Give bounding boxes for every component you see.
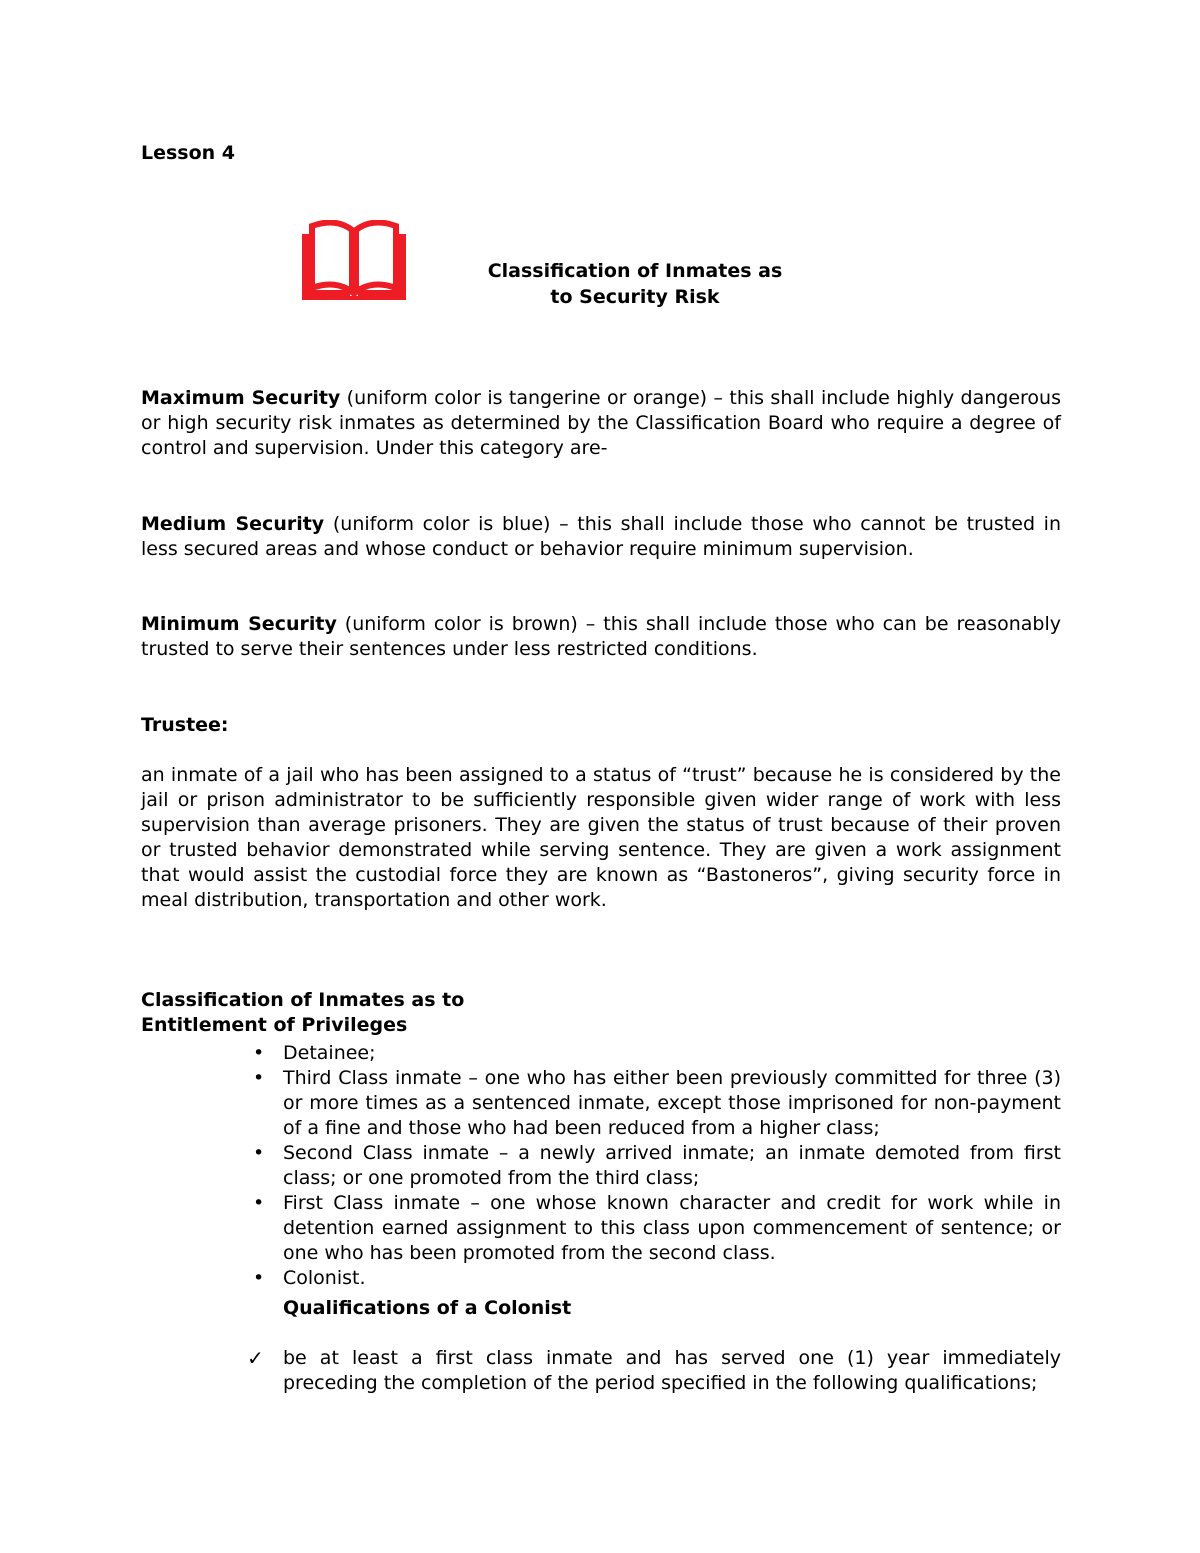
medium-security-text: (uniform color is blue) – this shall include those who cannot be trusted in less secured areas and whose conduct or behavior require minimum supervision. xyxy=(141,513,1061,560)
medium-security-term: Medium Security xyxy=(141,513,325,535)
medium-security-paragraph xyxy=(141,512,1061,562)
bullet-icon: • xyxy=(253,1067,265,1089)
list-item-text: Colonist. xyxy=(283,1267,366,1289)
bullet-icon: • xyxy=(253,1142,265,1164)
list-item-text: Detainee; xyxy=(283,1042,376,1064)
minimum-security-paragraph xyxy=(141,612,1061,662)
bullet-icon: • xyxy=(253,1042,265,1064)
privileges-heading-line-1: Classification of Inmates as to xyxy=(141,989,465,1011)
list-item-text: Second Class inmate – a newly arrived inmate; an inmate demoted from first class; or one promoted from the third class; xyxy=(283,1142,1061,1189)
bullet-icon: • xyxy=(253,1192,265,1214)
list-item xyxy=(141,1266,1061,1291)
bullet-icon: • xyxy=(253,1267,265,1289)
colonist-qualifications-heading: Qualifications of a Colonist xyxy=(283,1297,572,1319)
minimum-security-term: Minimum Security xyxy=(141,613,337,635)
colonist-qualification-text: be at least a first class inmate and has served one (1) year immediately preceding the completion of the period specified in the following qualifications; xyxy=(283,1347,1061,1394)
title-line-1: Classification of Inmates as xyxy=(487,260,783,282)
list-item xyxy=(141,1141,1061,1191)
privileges-list xyxy=(141,1041,1061,1291)
maximum-security-term: Maximum Security xyxy=(141,387,341,409)
lesson-label: Lesson 4 xyxy=(141,142,236,164)
title-line-2: to Security Risk xyxy=(550,286,720,308)
checkmark-icon: ✓ xyxy=(247,1346,264,1370)
minimum-security-text: (uniform color is brown) – this shall include those who can be reasonably trusted to serve their sentences under less restricted conditions. xyxy=(141,613,1062,660)
trustee-paragraph: an inmate of a jail who has been assigned to a status of “trust” because he is considered by the jail or prison administrator to be sufficiently responsible given wider range of work with less supervision than average prisoners. They are given the status of trust because of their proven or trusted behavior demonstrated while serving sentence. They are given a work assignment that would assist the custodial force they are known as “Bastoneros”, giving security force in meal distribution, transportation and other work. xyxy=(141,764,1061,911)
colonist-qualification-item xyxy=(141,1346,1061,1396)
maximum-security-text: (uniform color is tangerine or orange) – this shall include highly dangerous or high security risk inmates as determined by the Classification Board who require a degree of control and supervision. Under this category are- xyxy=(141,387,1061,459)
maximum-security-paragraph xyxy=(141,386,1061,461)
privileges-heading-line-2: Entitlement of Privileges xyxy=(141,1014,408,1036)
list-item xyxy=(141,1041,1061,1066)
list-item-text: First Class inmate – one whose known character and credit for work while in detention earned assignment to this class upon commencement of sentence; or one who has been promoted from the second class. xyxy=(283,1192,1061,1264)
open-book-icon xyxy=(300,220,408,302)
document-title xyxy=(470,258,800,310)
list-item xyxy=(141,1191,1061,1266)
list-item-text: Third Class inmate – one who has either been previously committed for three (3) or more times as a sentenced inmate, except those imprisoned for non-payment of a fine and those who had been reduced from a higher class; xyxy=(283,1067,1061,1139)
list-item xyxy=(141,1066,1061,1141)
privileges-heading xyxy=(141,988,741,1038)
trustee-heading: Trustee: xyxy=(141,714,229,736)
